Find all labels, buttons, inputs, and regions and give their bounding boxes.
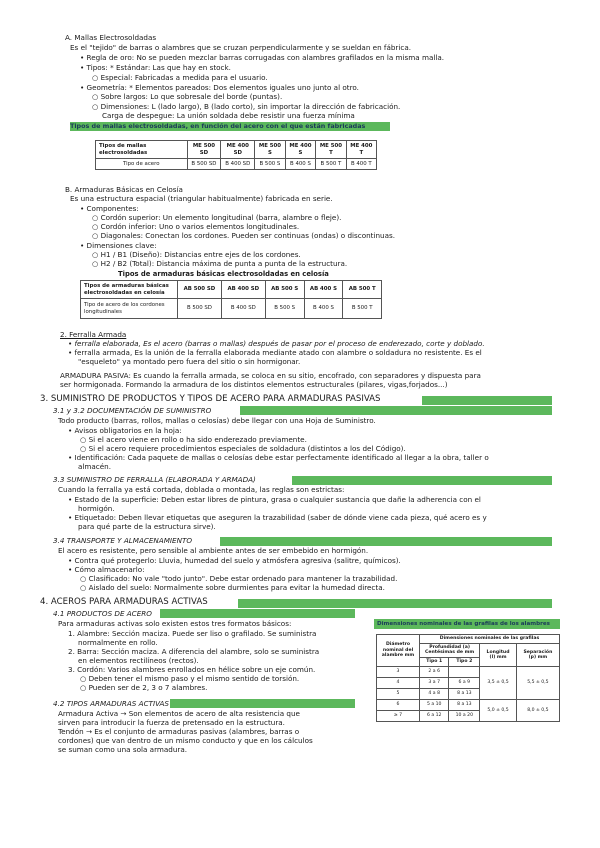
grafilas-cell: 4 a 8 [420, 688, 449, 699]
grafilas-cell: 5 [377, 688, 420, 699]
s4-tendon-1: Tendón → Es el conjunto de armaduras pasivas (alambres, barras o [58, 727, 300, 736]
grafilas-cell: 6 a 12 [420, 710, 449, 721]
celosia-componentes: • Componentes: [80, 204, 139, 213]
s3-ident-1: • Identificación: Cada paquete de mallas o celosías debe estar perfectamente identificado al llegar a la obra, taller o [68, 453, 489, 462]
grafilas-th-tipo1: Tipo 1 [420, 657, 449, 666]
s4-alambre-2: normalmente en rollo. [78, 638, 158, 647]
s4-sub2-bar [170, 699, 355, 708]
mallas-td-1: B 500 SD [187, 159, 221, 170]
celosia-table [80, 280, 382, 319]
s3-estado-1: • Estado de la superficie: Deben estar libres de pintura, grasa o cualquier sustancia que dañe la adherencia con el [68, 495, 481, 504]
celosia-td-0: Tipo de acero de los cordones longitudinales [81, 299, 178, 319]
s4-cordon: 3. Cordón: Varios alambres enrollados en hélice sobre un eje común. [68, 665, 316, 674]
celosia-inferior: ○ Cordón inferior: Uno o varios elementos longitudinales. [92, 222, 300, 231]
section-4-title: 4. ACEROS PARA ARMADURAS ACTIVAS [40, 597, 208, 607]
celosia-intro: Es una estructura espacial (triangular habitualmente) fabricada en serie. [70, 194, 333, 203]
section-3-bar [422, 396, 552, 405]
celosia-diagonales: ○ Diagonales: Conectan los cordones. Pueden ser continuas (ondas) o discontinuas. [92, 231, 396, 240]
mallas-th-6: ME 400 T [346, 141, 376, 159]
armadura-pasiva-2: ser hormigonada. Formando la armadura de los distintos elementos estructurales (pilares, vigas,forjados...) [60, 380, 448, 389]
grafilas-table-title: Dimensiones nominales de las grafilas de los alambres [374, 619, 560, 629]
grafilas-cell: 4 [377, 677, 420, 688]
mallas-th-1: ME 500 SD [187, 141, 221, 159]
grafilas-cell: 6 [377, 699, 420, 710]
grafilas-cell: 3,5 ± 0,5 [480, 666, 517, 699]
grafilas-cell: 8,0 ± 0,5 [516, 699, 559, 721]
ferralla-title: 2. Ferralla Armada [60, 330, 127, 339]
celosia-td-1: B 500 SD [178, 299, 222, 319]
s4-p1: Para armaduras activas solo existen estos tres formatos básicos: [58, 619, 292, 628]
celosia-th-1: AB 500 SD [178, 281, 222, 299]
s3-etiq-1: • Etiquetado: Deben llevar etiquetas que aseguren la trazabilidad (saber de dónde viene cada pieza, qué acero es y [68, 513, 487, 522]
celosia-superior: ○ Cordón superior: Un elemento longitudinal (barra, alambre o fleje). [92, 213, 342, 222]
celosia-td-5: B 500 T [343, 299, 382, 319]
celosia-table-title: Tipos de armaduras básicas electrosoldadas en celosía [118, 270, 329, 278]
s3-p1: Todo producto (barras, rollos, mallas o celosías) debe llegar con una Hoja de Suministro. [58, 416, 376, 425]
s4-tendon-3: se suman como una sola armadura. [58, 745, 188, 754]
s3-p2: Cuando la ferralla ya está cortada, doblada o montada, las reglas son estrictas: [58, 485, 345, 494]
mallas-td-0: Tipo de acero [96, 159, 188, 170]
mallas-dimensiones: ○ Dimensiones: L (lado largo), B (lado corto), sin importar la dirección de fabricación. [92, 102, 401, 111]
armadura-pasiva-1: ARMADURA PASIVA: Es cuando la ferralla armada, se coloca en su sitio, encofrado, con separadores y dispuesta para [60, 371, 481, 380]
celosia-h2: ○ H2 / B2 (Total): Distancia máxima de punta a punta de la estructura. [92, 259, 348, 268]
ferralla-armada-1: • ferralla armada, Es la unión de la ferralla elaborada mediante atado con alambre o soldadura no resistente. Es el [68, 348, 482, 357]
grafilas-cell: 2 a 6 [420, 666, 449, 677]
mallas-th-5: ME 500 T [316, 141, 346, 159]
s4-tendon-2: cordones) que van dentro de un mismo conducto y que en los cálculos [58, 736, 313, 745]
mallas-intro: Es el "tejido" de barras o alambres que se cruzan perpendicularmente y se sueldan en fábrica. [70, 43, 412, 52]
s3-estado-2: hormigón. [78, 504, 115, 513]
grafilas-cell: ≥ 7 [377, 710, 420, 721]
celosia-td-4: B 400 S [304, 299, 343, 319]
s4-sub1-bar [160, 609, 355, 618]
s3-sub1: 3.1 y 3.2 DOCUMENTACIÓN DE SUMINISTRO [53, 406, 212, 415]
s4-barra-2: en elementos rectilíneos (rectos). [78, 656, 199, 665]
mallas-tipos: • Tipos: * Estándar: Las que hay en stock. [80, 63, 231, 72]
celosia-td-2: B 400 SD [221, 299, 265, 319]
mallas-th-0: Tipos de mallas electrosoldadas [96, 141, 188, 159]
celosia-th-4: AB 400 S [304, 281, 343, 299]
mallas-table-title: Tipos de mallas electrosoldadas, en función del acero con el que están fabricadas [70, 122, 390, 131]
mallas-regla: • Regla de oro: No se pueden mezclar barras corrugadas con alambres grafilados en la misma malla. [80, 53, 445, 62]
grafilas-cell: 6 a 9 [449, 677, 480, 688]
grafilas-th-prof: Profundidad (a) Centésimas de mm [420, 644, 480, 658]
grafilas-cell: 5,0 ± 0,5 [480, 699, 517, 721]
mallas-especial: ○ Especial: Fabricadas a medida para el usuario. [92, 73, 268, 82]
s3-sub1-bar [240, 406, 552, 415]
mallas-table [95, 140, 377, 170]
mallas-td-3: B 500 S [255, 159, 286, 170]
section-3-title: 3. SUMINISTRO DE PRODUCTOS Y TIPOS DE ACERO PARA ARMADURAS PASIVAS [40, 394, 381, 404]
mallas-td-5: B 500 T [316, 159, 346, 170]
s3-proteger: • Contra qué protegerlo: Lluvia, humedad del suelo y atmósfera agresiva (salitre, químicos). [68, 556, 401, 565]
grafilas-cell: 5,5 ± 0,5 [516, 666, 559, 699]
mallas-despegue: Carga de despegue: La unión soldada debe resistir una fuerza mínima [102, 111, 355, 120]
s4-barra-1: 2. Barra: Sección maciza. A diferencia del alambre, solo se suministra [68, 647, 320, 656]
mallas-td-4: B 400 S [285, 159, 316, 170]
s4-activa-1: Armadura Activa → Son elementos de acero de alta resistencia que [58, 709, 300, 718]
grafilas-cell: 3 a 7 [420, 677, 449, 688]
s3-clasificado: ○ Clasificado: No vale "todo junto". Debe estar ordenado para mantener la trazabilidad. [80, 574, 398, 583]
s4-sub1: 4.1 PRODUCTOS DE ACERO [53, 609, 152, 618]
celosia-th-0: Tipos de armaduras básicas electrosoldadas en celosía [81, 281, 178, 299]
grafilas-th-diam: Diámetro nominal del alambre mm [377, 635, 420, 667]
grafilas-cell: 5 a 10 [420, 699, 449, 710]
mallas-th-3: ME 500 S [255, 141, 286, 159]
grafilas-cell: 8 a 13 [449, 688, 480, 699]
mallas-title: A. Mallas Electrosoldadas [65, 33, 157, 42]
s4-activa-2: sirven para introducir la fuerza de pretensado en la estructura. [58, 718, 285, 727]
s3-ident-2: almacén. [78, 462, 112, 471]
grafilas-th-long: Longitud (l) mm [480, 644, 517, 667]
grafilas-table [376, 634, 560, 722]
grafilas-th-sep: Separación (p) mm [516, 644, 559, 667]
celosia-title: B. Armaduras Básicas en Celosía [65, 185, 183, 194]
s4-alambre-1: 1. Alambre: Sección maciza. Puede ser liso o grafilado. Se suministra [68, 629, 317, 638]
grafilas-cell: 10 a 20 [449, 710, 480, 721]
s3-sub2-bar [292, 476, 552, 485]
mallas-sobrelargos: ○ Sobre largos: Lo que sobresale del borde (puntas). [92, 92, 283, 101]
s3-sub3-bar [220, 537, 552, 546]
celosia-th-3: AB 500 S [265, 281, 304, 299]
celosia-th-2: AB 400 SD [221, 281, 265, 299]
ferralla-elaborada: • ferralla elaborada, Es el acero (barras o mallas) después de pasar por el proceso de enderezado, corte y doblado. [68, 339, 485, 348]
s3-sub2: 3.3 SUMINISTRO DE FERRALLA (ELABORADA Y ARMADA) [53, 475, 256, 484]
s3-etiq-2: para qué parte de la estructura sirve). [78, 522, 216, 531]
grafilas-th-tipo2: Tipo 2 [449, 657, 480, 666]
s3-p3: El acero es resistente, pero sensible al ambiente antes de ser embebido en hormigón. [58, 546, 369, 555]
s3-aviso-1: ○ Si el acero viene en rollo o ha sido enderezado previamente. [80, 435, 307, 444]
mallas-td-2: B 400 SD [221, 159, 255, 170]
grafilas-cell: 3 [377, 666, 420, 677]
s4-cordon-2: ○ Pueden ser de 2, 3 o 7 alambres. [80, 683, 208, 692]
celosia-th-5: AB 500 T [343, 281, 382, 299]
s3-aviso-2: ○ Si el acero requiere procedimientos especiales de soldadura (distintos a los del Código). [80, 444, 406, 453]
s3-sub3: 3.4 TRANSPORTE Y ALMACENAMIENTO [53, 536, 193, 545]
s3-avisos: • Avisos obligatorios en la hoja: [68, 426, 182, 435]
mallas-td-6: B 400 T [346, 159, 376, 170]
s4-cordon-1: ○ Deben tener el mismo paso y el mismo sentido de torsión. [80, 674, 300, 683]
grafilas-cell: 8 a 13 [449, 699, 480, 710]
mallas-th-4: ME 400 S [285, 141, 316, 159]
s3-como: • Cómo almacenarlo: [68, 565, 145, 574]
ferralla-armada-2: "esqueleto" ya montado pero fuera del sitio o sin hormigonar. [78, 357, 301, 366]
s4-sub2: 4.2 TIPOS ARMADURAS ACTIVAS [53, 699, 169, 708]
grafilas-th-dim: Dimensiones nominales de las grafilas [420, 635, 560, 644]
grafilas-cell [449, 666, 480, 677]
celosia-dimensiones: • Dimensiones clave: [80, 241, 157, 250]
mallas-th-2: ME 400 SD [221, 141, 255, 159]
celosia-td-3: B 500 S [265, 299, 304, 319]
celosia-h1: ○ H1 / B1 (Diseño): Distancias entre ejes de los cordones. [92, 250, 301, 259]
section-4-bar [238, 599, 552, 608]
mallas-geometria: • Geometría: * Elementos pareados: Dos elementos iguales uno junto al otro. [80, 83, 359, 92]
s3-aislado: ○ Aislado del suelo: Normalmente sobre durmientes para evitar la humedad directa. [80, 583, 385, 592]
